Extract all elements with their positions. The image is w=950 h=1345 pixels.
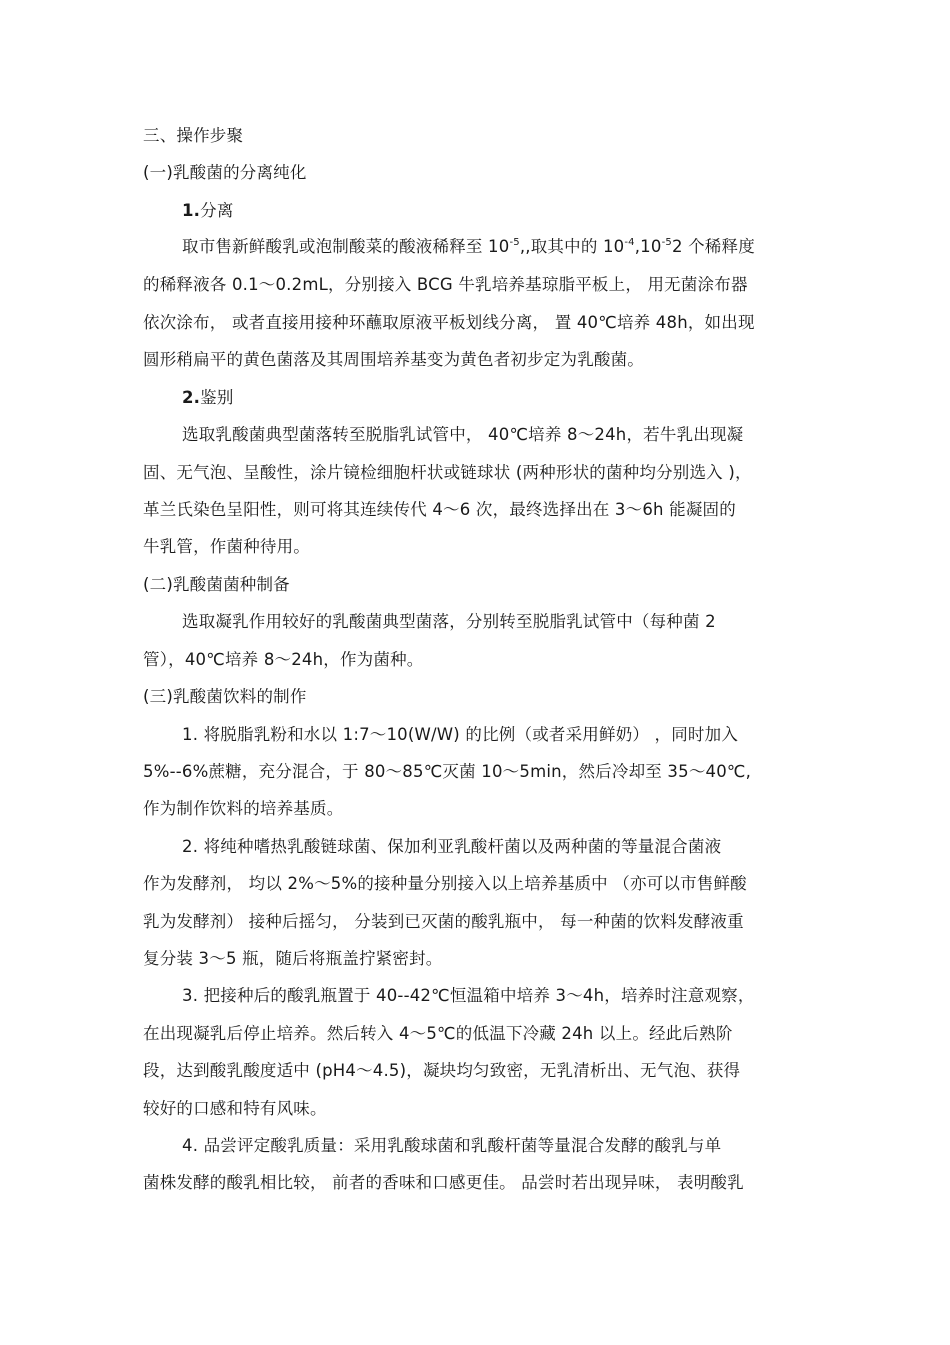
paragraph-line (182, 236, 755, 258)
item-heading-identification (182, 387, 234, 409)
subsection-title-1: (一)乳酸菌的分离纯化 (143, 163, 307, 182)
paragraph-line: 选取凝乳作用较好的乳酸菌典型菌落，分别转至脱脂乳试管中（每种菌 2 (182, 612, 716, 631)
paragraph-line: 革兰氏染色呈阳性，则可将其连续传代 4～6 次，最终选择出在 3～6h 能凝固的 (143, 500, 736, 519)
paragraph-line: 菌株发酵的酸乳相比较， 前者的香味和口感更佳。 品尝时若出现异味， 表明酸乳 (143, 1173, 744, 1192)
text-run: 10 (488, 237, 510, 256)
paragraph-line: 作为制作饮料的培养基质。 (143, 799, 344, 818)
subsection-title-3: (三)乳酸菌饮料的制作 (143, 687, 307, 706)
paragraph-line: 牛乳管，作菌种待用。 (143, 537, 310, 556)
item-number: 2. (182, 388, 201, 407)
paragraph-line: 依次涂布， 或者直接用接种环蘸取原液平板划线分离， 置 40℃培养 48h，如出现 (143, 313, 755, 332)
paragraph-line: 4. 品尝评定酸乳质量：采用乳酸球菌和乳酸杆菌等量混合发酵的酸乳与单 (182, 1136, 722, 1155)
item-title: 鉴别 (200, 388, 234, 407)
item-number: 1. (182, 201, 201, 220)
paragraph-line: 乳为发酵剂） 接种后摇匀， 分装到已灭菌的酸乳瓶中， 每一种菌的饮料发酵液重 (143, 912, 744, 931)
item-title: 分离 (200, 201, 234, 220)
item-heading-separation (182, 200, 234, 222)
superscript: -5 (661, 237, 672, 248)
subsection-title-2: (二)乳酸菌菌种制备 (143, 575, 290, 594)
paragraph-line: 较好的口感和特有风味。 (143, 1099, 327, 1118)
section-title: 三、操作步聚 (143, 126, 244, 145)
paragraph-line: 段，达到酸乳酸度适中 (pH4～4.5)，凝块均匀致密，无乳清析出、无气泡、获得 (143, 1061, 741, 1080)
paragraph-line: 5%--6%蔗糖，充分混合，于 80～85℃灭菌 10～5min，然后冷却至 35～40℃, (143, 762, 752, 781)
superscript: -4 (624, 237, 635, 248)
text-run: 取市售新鲜酸乳或泡制酸菜的酸液稀释至 (182, 237, 489, 256)
paragraph-line: 2. 将纯种嗜热乳酸链球菌、保加利亚乳酸杆菌以及两种菌的等量混合菌液 (182, 837, 722, 856)
paragraph-line: 1. 将脱脂乳粉和水以 1:7～10(W/W) 的比例（或者采用鲜奶） ，同时加入 (182, 725, 739, 744)
text-run: ,,取其中的 10 (519, 237, 625, 256)
paragraph-line: 选取乳酸菌典型菌落转至脱脂乳试管中， 40℃培养 8～24h，若牛乳出现凝 (182, 425, 744, 444)
text-run: ,10 (634, 237, 662, 256)
paragraph-line: 固、无气泡、呈酸性，涂片镜检细胞杆状或链球状 (两种形状的菌种均分别选入 )， (143, 463, 752, 482)
paragraph-line: 在出现凝乳后停止培养。然后转入 4～5℃的低温下冷藏 24h 以上。经此后熟阶 (143, 1024, 733, 1043)
paragraph-line: 3. 把接种后的酸乳瓶置于 40--42℃恒温箱中培养 3～4h，培养时注意观察， (182, 986, 755, 1005)
paragraph-line: 管），40℃培养 8～24h，作为菌种。 (143, 650, 424, 669)
paragraph-line: 作为发酵剂， 均以 2%～5%的接种量分别接入以上培养基质中 （亦可以市售鲜酸 (143, 874, 747, 893)
superscript: -5 (509, 237, 520, 248)
paragraph-line: 的稀释液各 0.1～0.2mL，分别接入 BCG 牛乳培养基琼脂平板上， 用无菌涂布器 (143, 275, 748, 294)
paragraph-line: 复分装 3～5 瓶，随后将瓶盖拧紧密封。 (143, 949, 443, 968)
text-run: 2 个稀释度 (671, 237, 755, 256)
paragraph-line: 圆形稍扁平的黄色菌落及其周围培养基变为黄色者初步定为乳酸菌。 (143, 350, 644, 369)
